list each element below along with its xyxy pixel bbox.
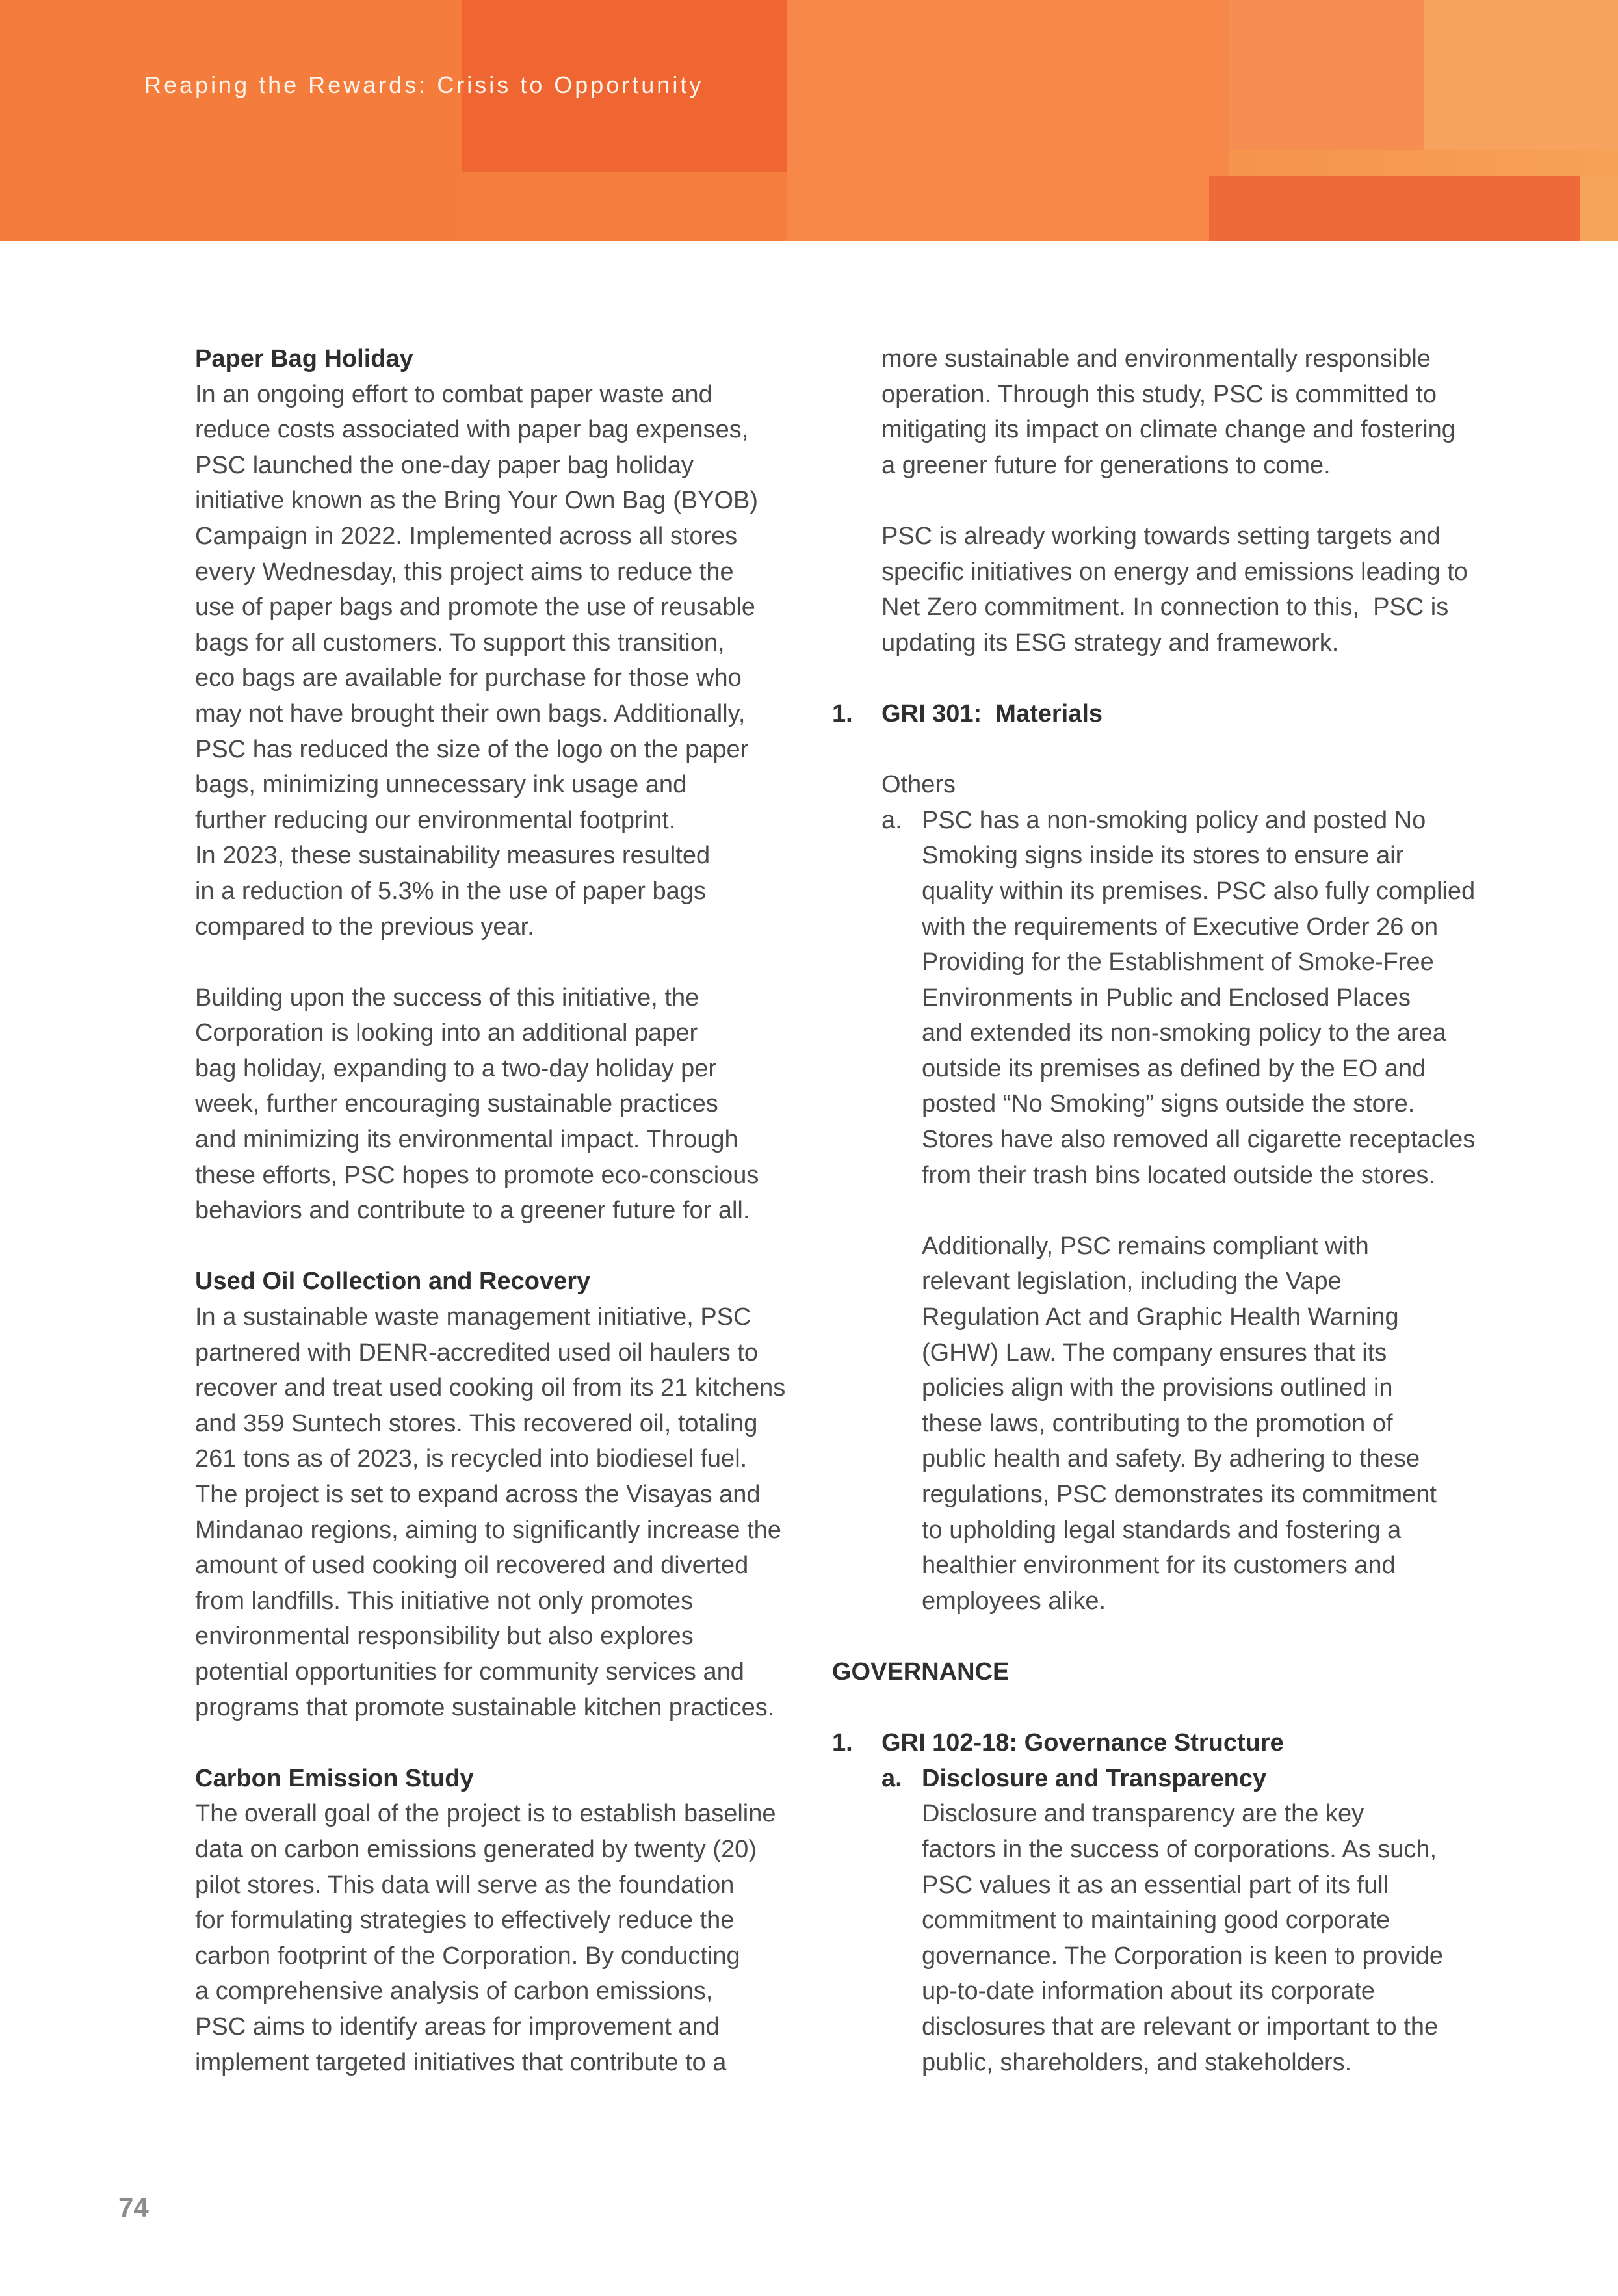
text-line: may not have brought their own bags. Additionally,	[195, 699, 746, 727]
text-line: Environments in Public and Enclosed Places	[922, 984, 1411, 1011]
text-line: and minimizing its environmental impact. Through	[195, 1126, 738, 1154]
text-line: pilot stores. This data will serve as the foundation	[195, 1871, 735, 1899]
text-line: these laws, contributing to the promotion of	[922, 1409, 1393, 1437]
text-line: factors in the success of corporations. As such,	[922, 1835, 1437, 1863]
banner-block	[1580, 176, 1618, 241]
text-line: PSC launched the one-day paper bag holiday	[195, 451, 694, 479]
banner-block	[462, 172, 787, 241]
text-line: PSC aims to identify areas for improvement and	[195, 2013, 720, 2041]
text-line: reduce costs associated with paper bag expenses,	[195, 416, 749, 444]
text-line: In a sustainable waste management initiative, PSC	[195, 1303, 751, 1331]
left-column	[195, 341, 806, 2080]
text-line: governance. The Corporation is keen to provide	[922, 1942, 1444, 1970]
text-line: Smoking signs inside its stores to ensure air	[922, 842, 1404, 870]
text-line: with the requirements of Executive Order 26 on	[922, 913, 1439, 941]
banner-block	[1229, 0, 1424, 150]
text-line: healthier environment for its customers and	[922, 1552, 1396, 1580]
additional-compliance-paragraph	[832, 1229, 1469, 1619]
text-line: carbon footprint of the Corporation. By conducting	[195, 1942, 740, 1970]
text-line: specific initiatives on energy and emissions leading to	[881, 558, 1468, 586]
text-line: public, shareholders, and stakeholders.	[922, 2048, 1352, 2076]
non-smoking-item	[832, 803, 1476, 1194]
text-line: relevant legislation, including the Vape	[922, 1268, 1342, 1296]
page-number: 74	[118, 2192, 149, 2223]
text-line: every Wednesday, this project aims to reduce the	[195, 558, 734, 586]
text-line: mitigating its impact on climate change and fostering	[881, 416, 1455, 444]
text-line: implement targeted initiatives that contribute to a	[195, 2048, 727, 2076]
text-line: a greener future for generations to come.	[881, 451, 1331, 479]
banner-block	[787, 0, 1229, 241]
banner-block	[0, 0, 462, 241]
banner-block	[1209, 176, 1580, 241]
text-line: disclosures that are relevant or important to the	[922, 2013, 1439, 2041]
gri-301-heading: GRI 301: Materials	[881, 699, 1103, 727]
text-line: posted “No Smoking” signs outside the store.	[922, 1090, 1415, 1118]
text-line: Building upon the success of this initiative, the	[195, 984, 699, 1011]
gri-301-number: 1.	[832, 699, 853, 727]
text-line: behaviors and contribute to a greener future for all.	[195, 1197, 750, 1225]
text-line: Net Zero commitment. In connection to this, PSC is	[881, 594, 1449, 621]
gri-301-heading-row	[832, 696, 1469, 732]
gri-102-heading-row	[832, 1725, 1469, 1761]
text-line: Disclosure and transparency are the key	[922, 1800, 1364, 1828]
text-line: public health and safety. By adhering to these	[922, 1445, 1420, 1473]
non-smoking-paragraph	[832, 803, 1476, 1194]
non-smoking-item-label: a.	[881, 806, 902, 834]
text-line: PSC has reduced the size of the logo on the paper	[195, 735, 749, 763]
text-line: potential opportunities for community services and	[195, 1658, 744, 1686]
text-line: use of paper bags and promote the use of reusable	[195, 594, 755, 621]
text-line: bags, minimizing unnecessary ink usage and	[195, 771, 687, 799]
carbon-heading: Carbon Emission Study	[195, 1764, 474, 1792]
text-line: In an ongoing effort to combat paper waste and	[195, 380, 712, 408]
text-line: and 359 Suntech stores. This recovered oil, totaling	[195, 1409, 758, 1437]
text-line: a comprehensive analysis of carbon emissions,	[195, 1977, 713, 2005]
banner-block	[1424, 0, 1618, 150]
text-line: Providing for the Establishment of Smoke-Free	[922, 948, 1434, 976]
text-line: recover and treat used cooking oil from its 21 kitchens	[195, 1374, 786, 1402]
text-line: up-to-date information about its corporate	[922, 1977, 1376, 2005]
text-line: operation. Through this study, PSC is committed to	[881, 380, 1437, 408]
disclosure-heading: Disclosure and Transparency	[922, 1764, 1267, 1792]
text-line: Corporation is looking into an additional paper	[195, 1019, 698, 1047]
disclosure-heading-row	[832, 1761, 1469, 1797]
text-line: for formulating strategies to effectively reduce the	[195, 1907, 735, 1935]
text-line: (GHW) Law. The company ensures that its	[922, 1338, 1387, 1366]
text-line: policies align with the provisions outlined in	[922, 1374, 1393, 1402]
gri-102-heading: GRI 102-18: Governance Structure	[881, 1729, 1284, 1757]
text-line: in a reduction of 5.3% in the use of paper bags	[195, 877, 706, 905]
gri-102-number: 1.	[832, 1729, 853, 1757]
text-line: employees alike.	[922, 1587, 1106, 1615]
used-oil-heading: Used Oil Collection and Recovery	[195, 1268, 591, 1296]
text-line: In 2023, these sustainability measures resulted	[195, 842, 711, 870]
text-line: week, further encouraging sustainable practices	[195, 1090, 718, 1118]
text-line: commitment to maintaining good corporate	[922, 1907, 1390, 1935]
right-column	[832, 341, 1476, 2080]
text-line: these efforts, PSC hopes to promote eco-conscious	[195, 1161, 759, 1189]
text-line: Additionally, PSC remains compliant with	[922, 1232, 1369, 1260]
text-line: and extended its non-smoking policy to the area	[922, 1019, 1446, 1047]
others-label: Others	[881, 771, 956, 799]
carbon-continued-paragraph	[832, 341, 1469, 483]
text-line: environmental responsibility but also explores	[195, 1623, 694, 1650]
text-line: compared to the previous year.	[195, 913, 534, 941]
text-line: programs that promote sustainable kitchen practices.	[195, 1693, 775, 1721]
text-line: PSC has a non-smoking policy and posted No	[922, 806, 1426, 834]
text-line: further reducing our environmental footprint.	[195, 806, 676, 834]
text-line: bag holiday, expanding to a two-day holiday per	[195, 1054, 717, 1082]
text-line: more sustainable and environmentally responsible	[881, 345, 1431, 372]
header-banner	[0, 0, 1618, 241]
text-line: regulations, PSC demonstrates its commitment	[922, 1481, 1437, 1508]
paper-bag-paragraph-2	[195, 980, 806, 1229]
text-line: from landfills. This initiative not only promotes	[195, 1587, 693, 1615]
text-line: PSC values it as an essential part of its full	[922, 1871, 1389, 1899]
text-line: PSC is already working towards setting targets and	[881, 522, 1441, 550]
text-line: from their trash bins located outside the stores.	[922, 1161, 1435, 1189]
used-oil-paragraph	[195, 1299, 806, 1725]
disclosure-paragraph	[832, 1796, 1469, 2080]
disclosure-label: a.	[881, 1764, 902, 1792]
text-line: Regulation Act and Graphic Health Warning	[922, 1303, 1399, 1331]
text-line: outside its premises as defined by the EO and	[922, 1054, 1426, 1082]
text-line: Campaign in 2022. Implemented across all stores	[195, 522, 738, 550]
text-line: bags for all customers. To support this transition,	[195, 629, 725, 657]
text-line: The overall goal of the project is to establish baseline	[195, 1800, 776, 1828]
carbon-paragraph	[195, 1796, 806, 2080]
text-line: 261 tons as of 2023, is recycled into biodiesel fuel.	[195, 1445, 748, 1473]
text-line: initiative known as the Bring Your Own Bag (BYOB)	[195, 487, 759, 515]
text-line: to upholding legal standards and fostering a	[922, 1516, 1402, 1544]
text-line: The project is set to expand across the Visayas and	[195, 1481, 761, 1508]
text-line: amount of used cooking oil recovered and diverted	[195, 1552, 749, 1580]
net-zero-paragraph	[832, 519, 1469, 660]
text-line: data on carbon emissions generated by twenty (20)	[195, 1835, 757, 1863]
text-line: Mindanao regions, aiming to significantly increase the	[195, 1516, 781, 1544]
paper-bag-heading: Paper Bag Holiday	[195, 345, 413, 372]
text-line: updating its ESG strategy and framework.	[881, 629, 1339, 657]
header-title: Reaping the Rewards: Crisis to Opportunity	[144, 72, 704, 98]
governance-heading: GOVERNANCE	[832, 1658, 1010, 1686]
paper-bag-paragraph-1	[195, 377, 806, 945]
text-line: Stores have also removed all cigarette receptacles	[922, 1126, 1476, 1154]
text-line: quality within its premises. PSC also fully complied	[922, 877, 1476, 905]
text-line: partnered with DENR-accredited used oil haulers to	[195, 1338, 758, 1366]
text-line: eco bags are available for purchase for those who	[195, 664, 742, 692]
